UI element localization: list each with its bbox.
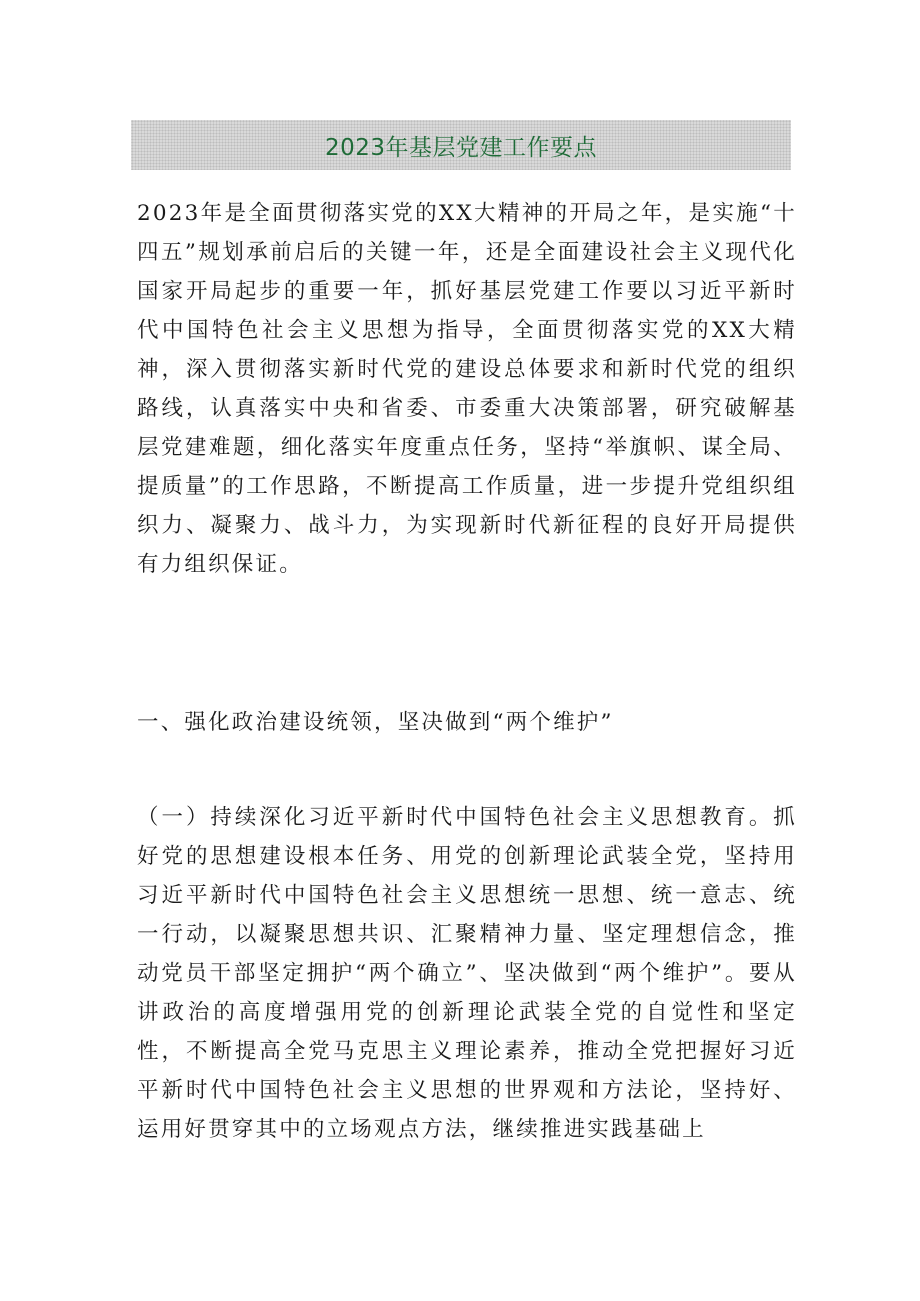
section-heading-1: 一、强化政治建设统领，坚决做到“两个维护” (137, 710, 614, 735)
intro-paragraph: 2023年是全面贯彻落实党的XX大精神的开局之年，是实施“十四五”规划承前启后的关键一年，还是全面建设社会主义现代化国家开局起步的重要一年，抓好基层党建工作要以习近平新时代中国特色社会主义思想为指导，全面贯彻落实党的XX大精神，深入贯彻落实新时代党的建设总体要求和新时代党的组织路线，认真落实中央和省委、市委重大决策部署，研究破解基层党建难题，细化落实年度重点任务，坚持“举旗帜、谋全局、提质量”的工作思路，不断提高工作质量，进一步提升党组织组织力、凝聚力、战斗力，为实现新时代新征程的良好开局提供有力组织保证。 (137, 201, 797, 577)
section-paragraph-1: （一）持续深化习近平新时代中国特色社会主义思想教育。抓好党的思想建设根本任务、用党的创新理论武装全党，坚持用习近平新时代中国特色社会主义思想统一思想、统一意志、统一行动，以凝聚思想共识、汇聚精神力量、坚定理想信念，推动党员干部坚定拥护“两个确立”、坚决做到“两个维护”。要从讲政治的高度增强用党的创新理论武装全党的自觉性和坚定性，不断提高全党马克思主义理论素养，推动全党把握好习近平新时代中国特色社会主义思想的世界观和方法论，坚持好、运用好贯穿其中的立场观点方法，继续推进实践基础上 (137, 805, 797, 1142)
document-title: 2023年基层党建工作要点 (324, 134, 598, 161)
title-banner (131, 120, 791, 170)
